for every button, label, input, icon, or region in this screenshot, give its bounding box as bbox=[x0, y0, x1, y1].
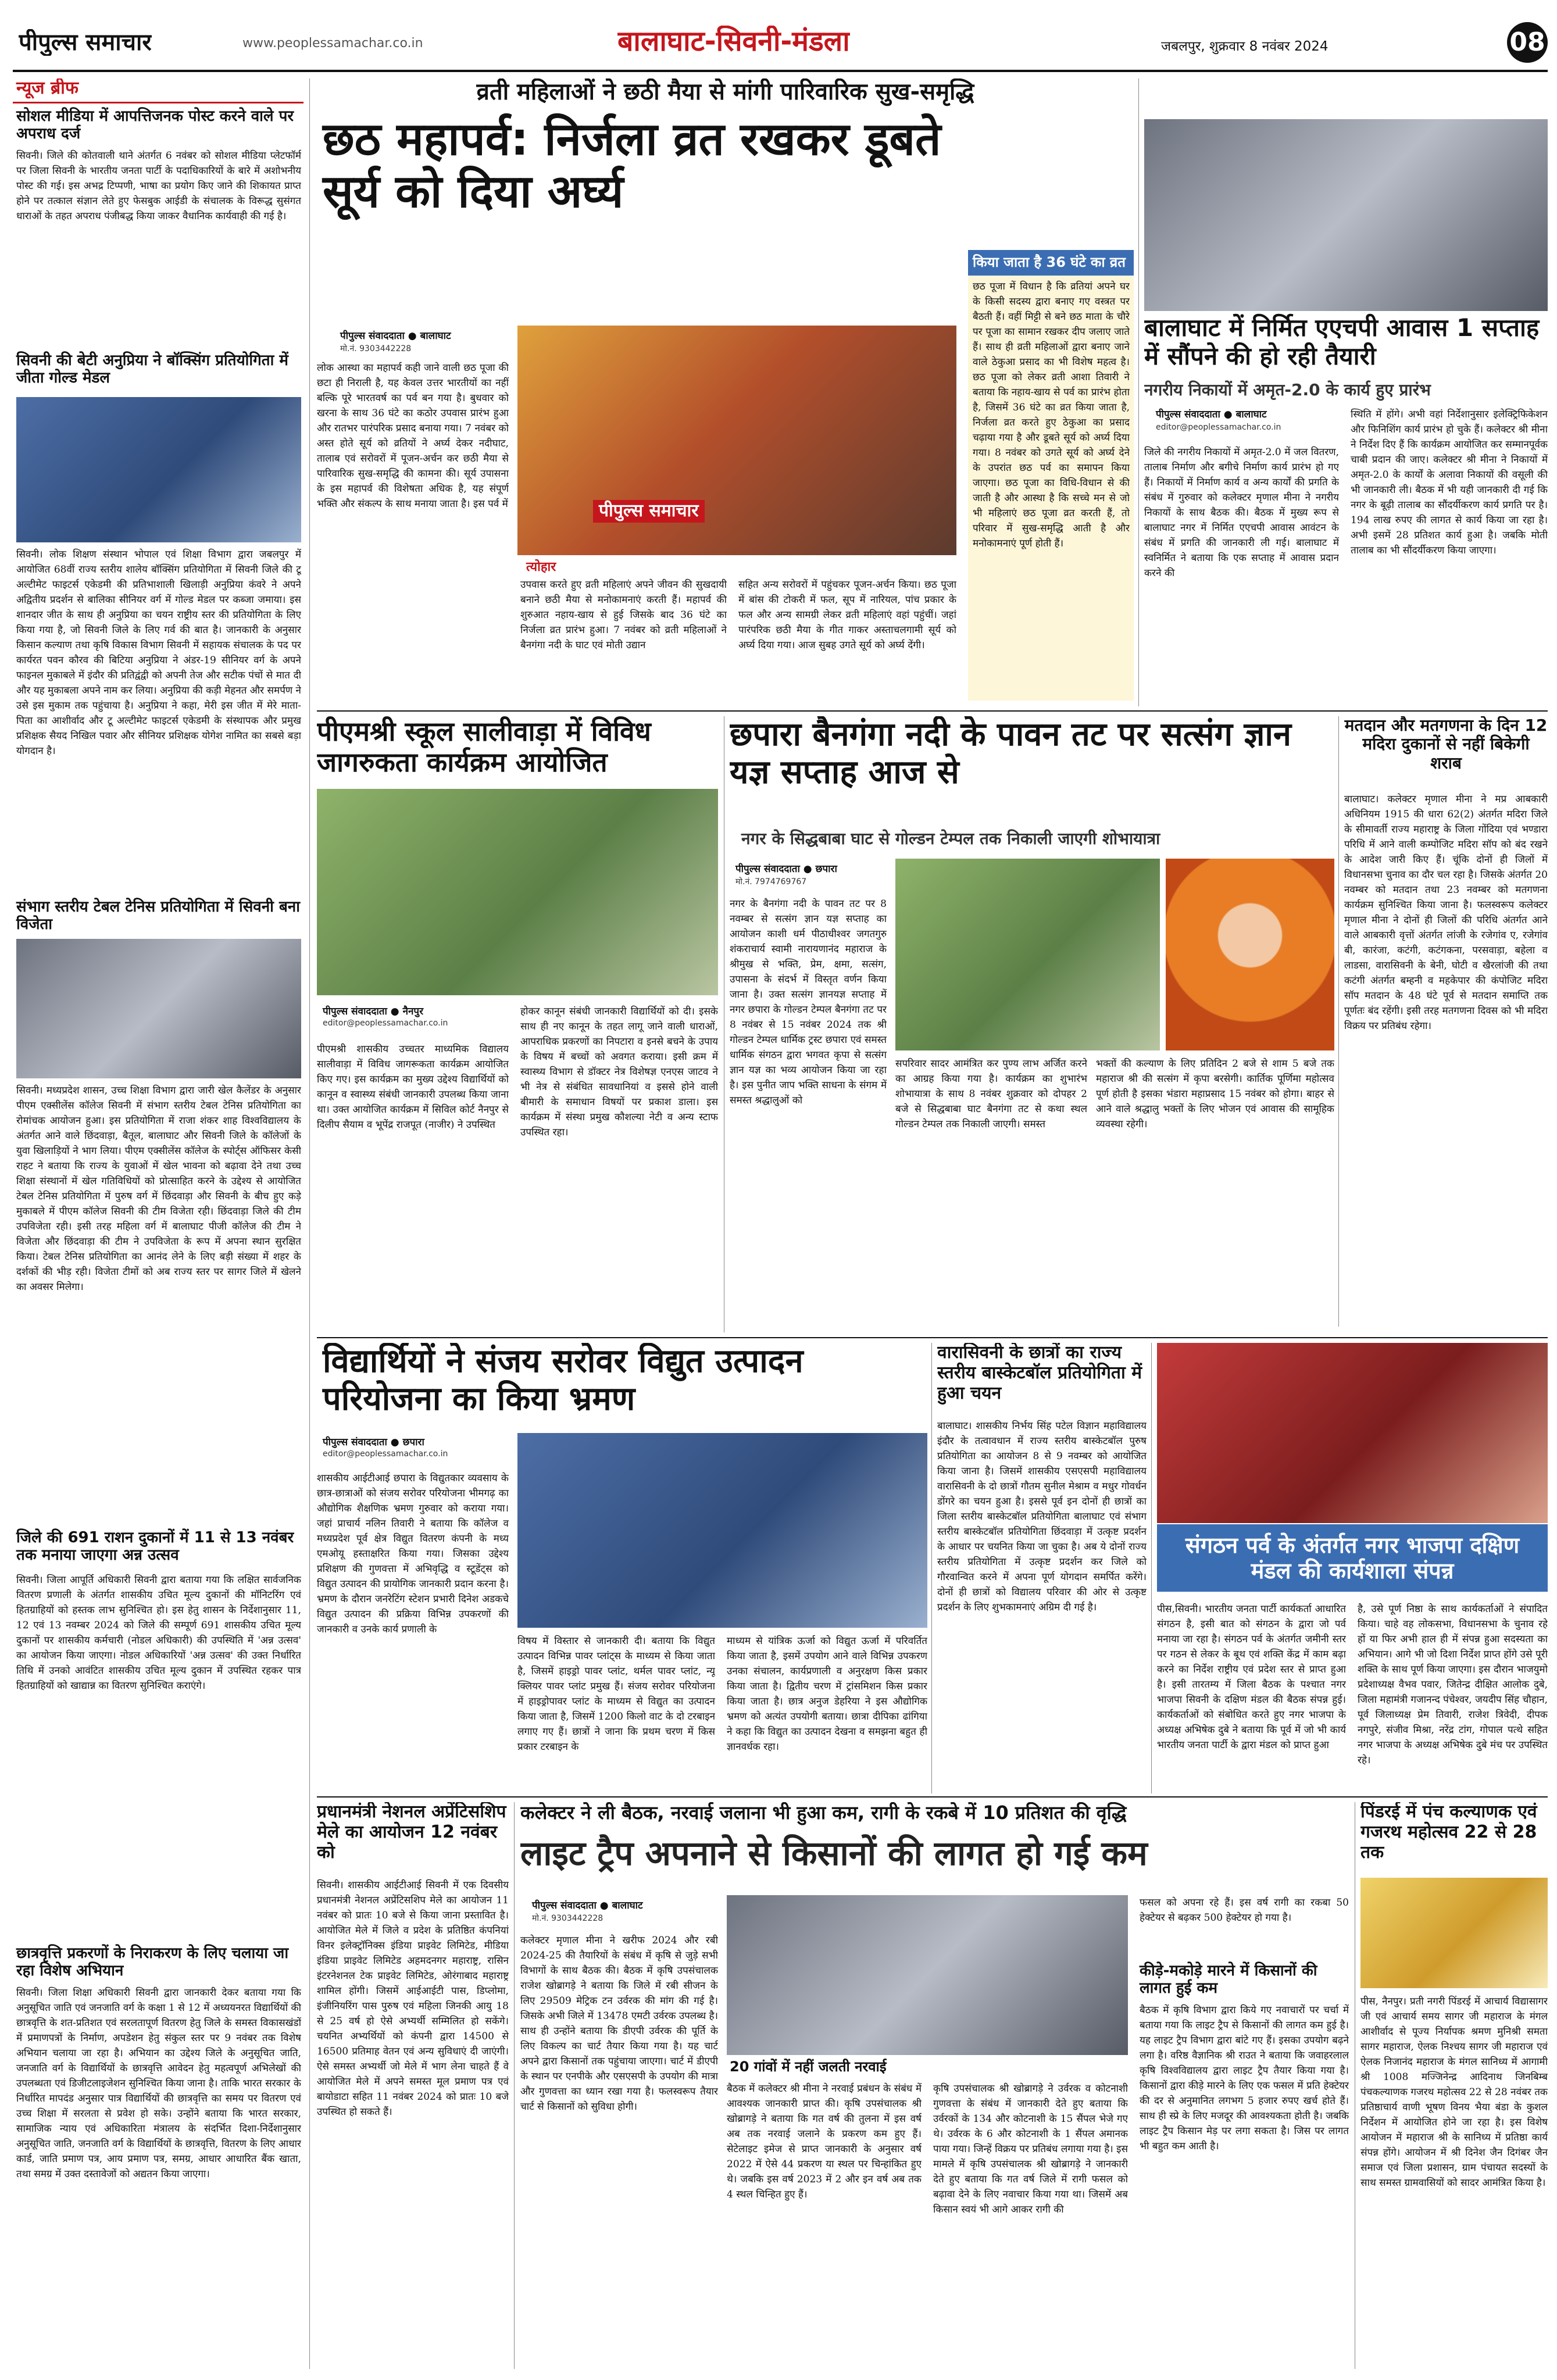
col-divider-2 bbox=[1138, 78, 1139, 706]
brief-5-title: छात्रवृत्ति प्रकरणों के निराकरण के लिए चलाया जा रहा विशेष अभियान bbox=[16, 1945, 289, 1980]
sidebar-body: छठ पूजा में विधान है कि व्रतियां अपने घर के किसी सदस्य द्वारा बनाए गए वस्त्रत पर बैठती हैं। वहीं मिट्टी से बने छठ माता के चौरे पर पूजा का सामान रखकर दीप जलाए जाते हैं। साथ ही व्रती महिलाओं द्वारा बनाए जाने वाले ठेकुआ प्रसाद का भी विशेष महत्व है। छठ पूजा को लेकर व्रती आशा तिवारी ने बताया कि नहाय-खाय से पर्व का प्रारंभ होता है, जिसमें 36 घंटे का व्रत किया जाता है, निर्जला व्रत करते हुए ठेकुआ का प्रसाद चढ़ाया गया है और डूबते सूर्य को अर्घ्य दिया गया। 8 नवंबर को उगते सूर्य को अर्घ्य देने के उपरांत छठ पर्व का समापन किया जाएगा। छठ पूजा का विधि-विधान से की जाती है और आस्था है कि सच्चे मन से जो भी महिलाएं छठ पूजा व्रत करती हैं, तो परिवार में सुख-समृद्धि आती है और मनोकामनाएं पूर्ण होती हैं। bbox=[973, 281, 1130, 549]
pm-byline: पीपुल्स संवाददाता ● बालाघाट bbox=[1156, 409, 1267, 420]
chhath-sidebar bbox=[968, 250, 1134, 701]
festival-tag: त्योहार bbox=[526, 560, 556, 574]
chhath-kicker: व्रती महिलाओं ने छठी मैया से मांगी पारिवारिक सुख-समृद्धि bbox=[476, 78, 974, 105]
matdan-body: बालाघाट। कलेक्टर मृणाल मीना ने मप्र आबकारी अधिनियम 1915 की धारा 62(2) अंतर्गत मदिरा जिले के सीमावर्ती राज्य महाराष्ट्र के जिला गोंदिया एवं भण्डारा परिधि में आने वाली कम्पोजिट मदिरा सॉप को बंद रखने के आदेश जारी किए हैं। चूंकि दोनों ही जिलों में विधानसभा चुनाव का दौर चल रहा है। जिसके अंतर्गत 20 नवम्बर को मतदान तथा 23 नवम्बर को मतगणना कार्यक्रम सुनिश्चित किया जाना है। फलस्वरूप कलेक्टर मृणाल मीना ने दोनों ही जिलों की परिधि अंतर्गत आने वाले आबकारी वृत्तों अंतर्गत लांजी के रजेगांव ए, रजेगांव बी, कारंजा, कटंगी, कटंगकना, परसवाड़ा, बहेला व लाडसा, वारासिवनी के बेनी, घोटी व खैरलांजी की तथा कटंगी अंतर्गत बम्हनी व महकेपार की कंपोजिट मदिरा सॉप मतदान के 48 घंटे पूर्व से मतदान समाप्ति तक पूर्णतः बंद रहेंगी। इसी तरह मतगणना दिवस को भी मदिरा विक्रय पर प्रतिबंध रहेगा। bbox=[1344, 794, 1548, 1032]
light-col-1: कलेक्टर मृणाल मीना ने खरीफ 2024 और रबी 2024-25 की तैयारियों के संबंध में कृषि से जुड़े सभी विभागों के साथ बैठक की। बैठक में कृषि उपसंचालक राजेश खोब्रागड़े ने बताया कि जिले में रबी सीजन के लिए 29509 मेट्रिक टन उर्वरक की मांग की गई है। जिसके अभी जिले में 13478 एमटी उर्वरक उपलब्ध है। साथ ही उन्होंने बताया कि डीएपी उर्वरक की पूर्ति के लिए विकल्प का चार्ट तैयार किया गया है। यह चार्ट अपने द्वारा किसानों तक पहुंचाया जाएगा। चार्ट में डीएपी के स्थान पर एनपीके और एसएसपी के उपयोग की मात्रा और गुणवत्ता का ध्यान रखा गया है। फलस्वरूप तैयार चार्ट से किसानों को सुविधा होगी। bbox=[520, 1935, 718, 2113]
light-photo-caption: 20 गांवों में नहीं जलती नरवाई bbox=[730, 2059, 887, 2075]
workshop-photo bbox=[1157, 1343, 1548, 1523]
brief-1-body: सिवनी। जिले की कोतवाली थाने अंतर्गत 6 नवंबर को सोशल मीडिया प्लेटफॉर्म पर जिला सिवनी के भारतीय जनता पार्टी के पदाधिकारियों के बारे में अशोभनीय पोस्ट की गई। इस अभद्र टिप्पणी, भाषा का प्रयोग किए जाने की शिकायत प्राप्त होने पर तत्काल संज्ञान लेते हुए फेसबुक आईडी के संचालक के विरूद्ध सुसंगत धाराओं के तहत अपराध पंजीबद्ध किया जाकर वैधानिक कार्यवाही की गई है। bbox=[16, 150, 301, 222]
vidyarthi-story bbox=[317, 1343, 927, 1793]
news-brief-column bbox=[13, 78, 303, 2369]
chhapara-mobile: मो.नं. 7974769767 bbox=[735, 877, 807, 887]
chhath-col-1: लोक आस्था का महापर्व कही जाने वाली छठ पूजा की छटा ही निराली है, यह केवल उत्तर भारतीयों का नहीं बल्कि पूरे भारतवर्ष का पर्व बन गया है। बुधवार को खरना के साथ 36 घंटे का कठोर उपवास प्रारंभ हुआ और रातभर पारंपरिक प्रसाद बनाया गया। 7 नवंबर को अस्त होते सूर्य को व्रतियों ने अर्घ्य देकर नदीघाट, तालाब एवं सरोवरों में पूजन-अर्चन कर छठी मैया से पारिवारिक सुख-समृद्धि की कामना की। सूर्य उपासना के इस महापर्व की विशेषता अधिक है, यह संपूर्ण भक्ति और संकल्प के साथ मनाया जाता है। इस पर्व में bbox=[317, 362, 509, 510]
school-photo bbox=[317, 789, 718, 995]
col-divider-4 bbox=[1338, 716, 1339, 1327]
brief-rule bbox=[13, 102, 303, 103]
page-number: 08 bbox=[1507, 22, 1548, 63]
pmshri-byline: पीपुल्स संवाददाता ● नैनपुर bbox=[323, 1006, 424, 1017]
chhapara-byline: पीपुल्स संवाददाता ● छपारा bbox=[735, 863, 837, 875]
bjp-col-2: है, उसे पूर्ण निष्ठा के साथ कार्यकर्ताओं ने संपादित किया। चाहे वह लोकसभा, विधानसभा के चुनाव रहे हों या फिर अभी हाल ही में संपन्न हुआ सदस्यता का अभियान। आगे भी जो दिशा निर्देश प्राप्त होंगे उसे पूरी शक्ति के साथ पूर्ण किया जाएगा। इस दौरान भाजयुमो प्रदेशाध्यक्ष वैभव पवार, जितेन्द्र दीक्षित आलोक दुबे, जिला महामंत्री गजानन्द पंचेश्वर, जयदीप सिंह चौहान, पूर्व जिलाध्यक्ष प्रेम तिवारी, राजेश त्रिवेदी, दीपक नगपुरे, संजीव मिश्रा, नरेंद्र टांग, गोपाल पत्थे सहित नगर भाजपा के अध्यक्ष अभिषेक दुबे मंच पर उपस्थित रहे। bbox=[1358, 1603, 1548, 1766]
brand-logo: पीपुल्स समाचार bbox=[19, 29, 152, 56]
light-headline: लाइट ट्रैप अपनाने से किसानों की लागत हो गई कम bbox=[520, 1834, 1148, 1873]
plant-photo bbox=[517, 1433, 927, 1628]
masthead bbox=[13, 16, 1548, 69]
brief-3-title: संभाग स्तरीय टेबल टेनिस प्रतियोगिता में सिवनी बना विजेता bbox=[16, 898, 300, 934]
meeting-photo bbox=[1144, 119, 1548, 311]
vidyarthi-col-1: शासकीय आईटीआई छपारा के विद्युतकार व्यवसाय के छात्र-छात्राओं को संजय सरोवर परियोजना भीमगढ़ का औद्योगिक शैक्षणिक भ्रमण गुरुवार को कराया गया। जहां प्राचार्य नलिन तिवारी ने बताया कि कॉलेज व मध्यप्रदेश पूर्व क्षेत्र विद्युत वितरण कंपनी के मध्य एमओयू हस्ताक्षरित किया गया। जिसका उद्देश्य प्रशिक्षण की गुणवत्ता में अभिवृद्धि व स्टूडेंट्स को विद्युत उत्पादन की प्रायोगिक जानकारी प्रदान करना है। भ्रमण के दौरान जनरेटिंग स्टेशन प्रभारी दिनेश अडकचे विद्युत उत्पादन की प्रक्रिया विभिन्न उपकरणों की जानकारी व उनके कार्य प्रणाली के bbox=[317, 1473, 509, 1635]
brief-5-body: सिवनी। जिला शिक्षा अधिकारी सिवनी द्वारा जानकारी देकर बताया गया कि अनुसूचित जाति एवं जनजाति वर्ग के कक्षा 1 से 12 में अध्ययनरत विद्यार्थियों की छात्रवृत्ति के शत-प्रतिशत एवं सरलतापूर्ण वितरण हेतु जिले के समस्त विकासखंडों में प्रमाणपत्रों के निर्माण, अपडेशन हेतु संकुल स्तर पर 9 नवंबर तक विशेष अभियान चलाया जा रहा है। अभियान का उद्देश्य जिले के अनुसूचित जाति, जनजाति वर्ग के विद्यार्थियों के छात्रवृत्ति आवेदन हेतु महत्वपूर्ण अभिलेखों की उपलब्धता एवं डिजीटलाइजेशन सुनिश्चित किया जाना है। ताकि भारत सरकार के निर्धारित मापदंड अनुसार पात्र विद्यार्थियों की छात्रवृत्ति का समय पर वितरण एवं उच्च शिक्षा में सरलता से प्रवेश हो सके। उन्होंने बताया कि भारत सरकार, सामाजिक न्याय एवं अधिकारिता मंत्रालय के संदर्भित दिशा-निर्देशानुसार अनुसूचित जाति, जनजाति वर्ग के विद्यार्थियों के छात्रवृत्ति, वितरण के लिए आधार कार्ड, जाति प्रमाण पत्र, आय प्रमाण पत्र, समग्र, आधार आधारित बैंक खाता, तथा समग्र में उक्त दस्तावेजों को अद्यतन किया जाएगा। bbox=[16, 1987, 301, 2180]
website: www.peoplessamachar.co.in bbox=[242, 36, 423, 51]
col-divider-1 bbox=[309, 78, 310, 2369]
light-col-4: फसल को अपना रहे हैं। इस वर्ष रागी का रकबा 50 हेक्टेयर से बढ़कर 500 हेक्टेयर हो गया है। bbox=[1140, 1897, 1349, 1924]
bjp-headline: संगठन पर्व के अंतर्गत नगर भाजपा दक्षिण मंडल की कार्यशाला संपन्न bbox=[1157, 1524, 1548, 1592]
col-divider-5 bbox=[931, 1343, 932, 1793]
pm-email: editor@peoplessamachar.co.in bbox=[1156, 423, 1281, 432]
light-kicker: कलेक्टर ने ली बैठक, नरवाई जलाना भी हुआ कम, रागी के रकबे में 10 प्रतिशत की वृद्धि bbox=[520, 1802, 1127, 1824]
vidyarthi-col-2: विषय में विस्तार से जानकारी दी। बताया कि विद्युत उत्पादन विभिन्न पावर प्लांट्स के माध्यम से किया जाता है, जिसमें हाइड्रो पावर प्लांट, थर्मल पावर प्लांट, न्यू क्लियर पावर प्लांट प्रमुख हैं। संजय सरोवर परियोजना में हाइड्रोपावर प्लांट के माध्यम से विद्युत का उत्पादन किया जाता है, जिसमें 1200 किलो वाट के दो टरबाइन लगाए गए हैं। छात्रों ने जाना कि प्रथम चरण में किस प्रकार टरबाइन के bbox=[517, 1635, 715, 1753]
chhapara-col-1: नगर के बैनगंगा नदी के पावन तट पर 8 नवम्बर से सत्संग ज्ञान यज्ञ सप्ताह का आयोजन काशी धर्म पीठाधीश्वर जगतगुरु शंकराचार्य स्वामी नारायणानंद महाराज के श्रीमुख से भक्ति, प्रेम, क्षमा, सत्संग, उपासना के संदर्भ में विस्तृत वर्णन किया जाना है। उक्त सत्संग ज्ञानयज्ञ सप्ताह में नगर छपारा के गोल्डन टेम्पल बैनगंगा तट पर 8 नवंबर से 15 नवंबर 2024 तक श्री गोल्डन टेम्पल धार्मिक ट्रस्ट छपारा एवं समस्त धार्मिक संगठन द्वारा भगवत कृपा से सत्संग ज्ञान यज्ञ का भव्य आयोजन किया जा रहा है। इस पुनीत जाप भक्ति साधना के संगम में समस्त श्रद्धालुओं को bbox=[730, 898, 887, 1106]
pm-headline: बालाघाट में निर्मित एएचपी आवास 1 सप्ताह में सौंपने की हो रही तैयारी bbox=[1144, 313, 1540, 370]
row-rule-3 bbox=[317, 1796, 1548, 1797]
brief-3-body: सिवनी। मध्यप्रदेश शासन, उच्च शिक्षा विभाग द्वारा जारी खेल कैलेंडर के अनुसार पीएम एक्सीलेंस कॉलेज सिवनी में संभाग स्तरीय टेबल टेनिस प्रतियोगिता का रोमांचक आयोजन हुआ। इस प्रतियोगिता में राजा शंकर शाह विश्वविद्यालय के अंतर्गत आने वाले छिंदवाड़ा, बैतूल, बालाघाट और सिवनी जिले के कॉलेजों के युवा खिलाड़ियों ने भाग लिया। पीएम एक्सीलेंस कॉलेज के स्पोर्ट्स ऑफिसर केसी राहट ने बताया कि राज्य के युवाओं में खेल भावना को बढ़ावा देने तथा उच्च शिक्षा संस्थानों में खेल गतिविधियों को प्रोत्साहित करने के उद्देश्य से आयोजित टेबल टेनिस प्रतियोगिता में पुरुष वर्ग में छिंदवाड़ा और सिवनी के बीच हुए कड़े मुकाबले में पीएम कॉलेज सिवनी की टीम विजेता रही। छिंदवाड़ा जिले की टीम उपविजेता रही। इसी तरह महिला वर्ग में बालाघाट पीजी कॉलेज की टीम ने विजेता और छिंदवाड़ा की टीम ने उपविजेता के रूप में अपना स्थान सुरक्षित किया। टेबल टेनिस प्रतियोगिता का आनंद लेने के लिए बड़ी संख्या में शहर के दर्शकों की भीड़ रही। विजेता टीमों को अब राज्य स्तर पर सागर जिले में खेलने का अवसर मिलेगा। bbox=[16, 1085, 301, 1293]
row-rule-2 bbox=[317, 1337, 1548, 1338]
news-brief-label: न्यूज ब्रीफ bbox=[16, 78, 78, 98]
matdan-headline: मतदान और मतगणना के दिन 12 मदिरा दुकानों से नहीं बिकेगी शराब bbox=[1344, 716, 1548, 773]
col-divider-6 bbox=[1151, 1343, 1152, 1793]
chhath-photo bbox=[517, 326, 956, 555]
pindrai-body: पीस, नैनपुर। प्रती नगरी पिंडरई में आचार्य विद्यासागर जी एवं आचार्य समय सागर जी महाराज के मंगल आशीर्वाद से पूज्य निर्यापक श्रमण मुनिश्री समता सागर महाराज, ऐलक निश्चय सागर जी महाराज एवं ऐलक निजानंद महाराज के मंगल सानिध्य में आगामी श्री 1008 मज्जिनेन्द्र आदिनाथ जिनबिम्ब पंचकल्याणक गजरथ महोत्सव 22 से 28 नवंबर तक प्रतिष्ठाचार्य वाणी भूषण विनय भैया बंडा के कुशल निर्देशन में आयोजित होने जा रहा है। इस विशेष आयोजन में महाराज श्री के सानिध्य में प्रतिष्ठा कार्य संपन्न होंगे। आयोजन में श्री दिनेश जैन दिगंबर जैन समाज एवं जिला प्रशासन, ग्राम पंचायत सदस्यों के साथ समस्त ग्रामवासियों को सादर आमंत्रित किया है। bbox=[1360, 1996, 1548, 2189]
bjp-col-1: पीस,सिवनी। भारतीय जनता पार्टी कार्यकर्ता आधारित संगठन है, इसी बात को संगठन के द्वारा जो पर्व मनाया जा रहा है। संगठन पर्व के अंतर्गत जमीनी स्तर पर गठन से लेकर के बूथ एवं शक्ति केंद्र में काम बढ़ा करने का निर्देश राष्ट्रीय एवं प्रदेश स्तर से प्राप्त हुआ है। इसी तारतम्य में जिला बैठक के पश्चात नगर भाजपा सिवनी के दक्षिण मंडल की बैठक संपन्न हुई। कार्यकर्ताओं को संबोधित करते हुए नगर भाजपा के अध्यक्ष अभिषेक दुबे ने बताया कि पूर्व में जो भी कार्य भारतीय जनता पार्टी के द्वारा मंडल को प्राप्त हुआ bbox=[1157, 1603, 1346, 1751]
chhath-story bbox=[317, 78, 1134, 709]
brief-1-title: सोशल मीडिया में आपत्तिजनक पोस्ट करने वाले पर अपराध दर्ज bbox=[16, 108, 294, 143]
chhath-col-2: उपवास करते हुए व्रती महिलाएं अपने जीवन की सुखदायी बनाने छठी मैया से मनोकामनाएं करती हैं। महापर्व की शुरुआत नहाय-खाय से हुई जिसके बाद 36 घंटे का निर्जला व्रत प्रारंभ हुआ। 7 नवंबर को व्रती महिलाओं ने बैनगंगा नदी के घाट एवं मोती उद्यान bbox=[520, 579, 727, 651]
chhapara-story bbox=[730, 716, 1334, 1332]
light-col-2: बैठक में कलेक्टर श्री मीना ने नरवाई प्रबंधन के संबंध में आवश्यक जानकारी प्राप्त की। कृषि उपसंचालक श्री खोब्रागड़े ने बताया कि गत वर्ष की तुलना में इस वर्ष अब तक नरवाई जलाने के प्रकरण कम हुए हैं। सेटेलाइट इमेज से प्राप्त जानकारी के अनुसार वर्ष 2022 में ऐसे 44 प्रकरण या स्थल पर चिन्हांकित हुए थे। जबकि इस वर्ष 2023 में 2 और इन वर्ष अब तक 4 स्थल चिन्हित हुए हैं। bbox=[727, 2083, 922, 2200]
brief-2-body: सिवनी। लोक शिक्षण संस्थान भोपाल एवं शिक्षा विभाग द्वारा जबलपुर में आयोजित 68वीं राज्य स्तरीय शालेय बॉक्सिंग प्रतियोगिता में सिवनी जिले की टू अल्टीमेट फाइटर्स एकेडमी की प्रतिभाशाली खिलाड़ी अनुप्रिया कंवरे ने अपने अद्वितीय प्रदर्शन से बालिका सीनियर वर्ग में गोल्ड मेडल पर कब्जा जमाया। इस शानदार जीत के साथ ही अनुप्रिया का चयन राष्ट्रीय स्तर की प्रतियोगिता के लिए किया गया है, जो सिवनी जिले के लिए गर्व की बात है। जानकारी के अनुसार किसान कल्याण तथा कृषि विकास विभाग सिवनी में सहायक संचालक के पद पर कार्यरत पवन कौरव की बिटिया अनुप्रिया ने अंडर-19 सीनियर वर्ग के अपने फाइनल मुकाबले में इंदौर की प्रतिद्वंद्वी को अपनी तेज और सटीक पंचों से मात दी और यह मुकाबला अपने नाम कर लिया। अनुप्रिया की कड़ी मेहनत और समर्पण ने उसे इस मुकाम तक पहुंचाया है। अनुप्रिया ने कहा, मेरी इस जीत में मेरे माता-पिता का आशीर्वाद और टू अल्टीमेट फाइटर्स एकेडमी के संस्थापक और प्रमुख प्रशिक्षक सैयद निखिल पवार और सीनियर प्रशिक्षक योगेश नामित का सबसे बड़ा योगदान है। bbox=[16, 549, 301, 757]
apprentice-story bbox=[317, 1802, 509, 2369]
pmshri-col-2: होकर कानून संबंधी जानकारी विद्यार्थियों को दी। इसके साथ ही नए कानून के तहत लागू जाने वाली धाराओं, आपराधिक प्रकरणों का निपटारा व इनसे बचने के उपाय के विषय में बच्चों को अवगत कराया। इसी क्रम में स्वास्थ्य विभाग से डॉक्टर नेत्र विशेषज्ञ एनएस जाटव ने भी नेत्र से संबंधित सावधानियां व इससे होने वाली बीमारी के समाधान विषयों पर प्रकाश डाला। इस कार्यक्रम में संस्था प्रमुख कौशल्या नेटी व अन्य स्टाफ उपस्थित रहा। bbox=[520, 1006, 718, 1138]
row-rule-1 bbox=[317, 710, 1548, 712]
pmshri-col-1: पीएमश्री शासकीय उच्चतर माध्यमिक विद्यालय सालीवाड़ा में विविध जागरूकता कार्यक्रम आयोजित किए गए। इस कार्यक्रम का मुख्य उद्देश्य विद्यार्थियों को कानून व स्वास्थ्य संबंधी जानकारी उपलब्ध किया जाना था। उक्त आयोजित कार्यक्रम में सिविल कोर्ट नैनपुर से दिलीप सैयाम व भूपेंद्र राजपूत (नाजीर) ने उपस्थित bbox=[317, 1044, 509, 1131]
pmshri-headline: पीएमश्री स्कूल सालीवाड़ा में विविध जागरुकता कार्यक्रम आयोजित bbox=[317, 716, 651, 778]
chhath-col-3: सहित अन्य सरोवरों में पहुंचकर पूजन-अर्चन किया। छठ पूजा में बांस की टोकरी में फल, सूप में नारियल, पांच प्रकार के फल और अन्य सामग्री लेकर व्रती महिलाएं वहां पहुंचीं। जहां पारंपरिक छठी मैया के गीत गाकर अस्ताचलगामी सूर्य को अर्घ्य दिया गया। आज सुबह उगते सूर्य को अर्घ्य देंगी। bbox=[738, 579, 956, 651]
vidyarthi-email: editor@peoplessamachar.co.in bbox=[323, 1449, 448, 1459]
brief-2-title: सिवनी की बेटी अनुप्रिया ने बॉक्सिंग प्रतियोगिता में जीता गोल्ड मेडल bbox=[16, 352, 288, 387]
basketball-headline: वारासिवनी के छात्रों का राज्य स्तरीय बास्केटबॉल प्रतियोगिता में हुआ चयन bbox=[937, 1343, 1142, 1403]
pindrai-headline: पिंडरई में पंच कल्याणक एवं गजरथ महोत्सव 22 से 28 तक bbox=[1360, 1802, 1537, 1863]
light-byline: पीपुल्स संवाददाता ● बालाघाट bbox=[532, 1900, 643, 1911]
light-subhead: कीड़े-मकोड़े मारने में किसानों की लागत हुई कम bbox=[1140, 1962, 1317, 1997]
pm-col-1: जिले की नगरीय निकायों में अमृत-2.0 में जल वितरण, तालाब निर्माण और बगीचे निर्माण कार्य प्रारंभ हो गए हैं। निकायों में निर्माण कार्य व अन्य कार्यों की प्रगति के संबंध में गुरुवार को कलेक्टर मृणाल मीना ने नगरीय निकायों के साथ बैठक की। बैठक में मुख्य रूप से बालाघाट नगर में निर्मित एएचपी आवास आवंटन के संबंध में प्रगति की जानकारी ली गई। बालाघाट में स्वनिर्मित ने बताया कि एक सप्ताह में आवास प्रदान करने की bbox=[1144, 446, 1339, 579]
pm-awas-story bbox=[1144, 78, 1548, 701]
light-col-4b: बैठक में कृषि विभाग द्वारा किये गए नवाचारों पर चर्चा में बताया गया कि लाइट ट्रैप से किसानों की लागत कम हुई है। यह लाइट ट्रैप विभाग द्वारा बांटे गए हैं। इसका उपयोग बढ़ने लगा है। वरिष्ठ वैज्ञानिक श्री राउत ने बताया कि जवाहरलाल कृषि विश्वविद्यालय द्वारा लाइट ट्रैप तैयार किया गया है। किसानों द्वारा कीड़े मारने के लिए एक फसल में प्रति हेक्टेयर की दर से अनुमानित लगभग 5 हजार रुपए खर्च होते हैं। साथ ही स्प्रे के लिए मजदूर की आवश्यकता होती है। जबकि लाइट ट्रैप किसान मेड़ पर लगा सकता है। जिस पर लागत भी बहुत कम आती है। bbox=[1140, 2004, 1349, 2152]
vidyarthi-headline: विद्यार्थियों ने संजय सरोवर विद्युत उत्पादन परियोजना का किया भ्रमण bbox=[323, 1343, 804, 1418]
col-divider-7 bbox=[514, 1802, 515, 2369]
dateline: जबलपुर, शुक्रवार 8 नवंबर 2024 bbox=[1161, 39, 1329, 54]
chhapara-col-3: भक्तों की कल्याण के लिए प्रतिदिन 2 बजे से शाम 5 बजे तक महाराज श्री की सत्संग में कृपा बरसेगी। कार्तिक पूर्णिमा महोत्सव पूर्ण होती है इसका भंडारा महाप्रसाद 15 नवंबर को होगा। बाहर से आने वाले श्रद्धालु भक्तों के लिए भोजन एवं आवास की सामूहिक व्यवस्था रहेगी। bbox=[1096, 1058, 1334, 1130]
meeting-hall-photo bbox=[727, 1895, 1128, 2055]
chhapara-col-2: सपरिवार सादर आमंत्रित कर पुण्य लाभ अर्जित करने का आग्रह किया गया है। कार्यक्रम का शुभारंभ शोभायात्रा के साथ 8 नवंबर शुक्रवार को दोपहर 2 बजे से सिद्धबाबा घाट बैनगंगा तट से कथा स्थल गोल्डन टेम्पल तक निकाली जाएगी। समस्त bbox=[895, 1058, 1087, 1130]
brief-4-body: सिवनी। जिला आपूर्ति अधिकारी सिवनी द्वारा बताया गया कि लक्षित सार्वजनिक वितरण प्रणाली के अंतर्गत शासकीय उचित मूल्य दुकानों की मॉनिटरिंग एवं हितग्राहियों को हस्तक लाभ सुनिश्चित हो। इस हेतु शासन के निर्देशानुसार 11, 12 एवं 13 नवम्बर 2024 को जिले की सम्पूर्ण 691 शासकीय उचित मूल्य दुकानों पर शासकीय कर्मचारी (नोडल अधिकारी) की उपस्थिति में 'अन्न उत्सव' का आयोजन किया जाएगा। नोडल अधिकारियों 'अन्न उत्सव' की उक्त निर्धारित तिथि में उनको आवंटित शासकीय उचित मूल्य दुकान में उपस्थित रहकर पात्र हितग्राहियों को खाद्यान्न का वितरण सुनिश्चित कराएंगे। bbox=[16, 1574, 301, 1692]
photo-watermark: पीपुल्स समाचार bbox=[593, 500, 705, 523]
pmshri-email: editor@peoplessamachar.co.in bbox=[323, 1019, 448, 1028]
sidebar-title: किया जाता है 36 घंटे का व्रत bbox=[968, 250, 1134, 276]
pm-col-2: स्थिति में होंगे। अभी वहां निर्देशानुसार इलेक्ट्रिफिकेशन और फिनिशिंग कार्य प्रारंभ हो चुके हैं। कलेक्टर श्री मीना ने निर्देश दिए हैं कि कार्यक्रम आयोजित कर सम्मानपूर्वक चाबी प्रदान की जाए। कलेक्टर श्री मीना ने निकायों में अमृत-2.0 के कार्यों के अलावा निकायों की वसूली की भी जानकारी ली। बैठक में भी यही जानकारी दी गई कि नगर के बूढ़ी तालाब का सौंदर्यीकरण कार्य प्रगति पर है। 194 लाख रुपए की लागत से कार्य किया जा रहा है। अभी इसमें 28 प्रतिशत कार्य हुआ है। जबकि मोती तालाब का भी सौंदर्यीकरण किया जाएगा। bbox=[1351, 409, 1548, 556]
pm-subhead: नगरीय निकायों में अमृत-2.0 के कार्य हुए प्रारंभ bbox=[1144, 380, 1431, 399]
pmshri-story bbox=[317, 716, 718, 1350]
ghat-photo bbox=[895, 859, 1160, 1050]
masthead-rule bbox=[13, 70, 1548, 72]
chhath-mobile: मो.नं. 9303442228 bbox=[340, 344, 412, 353]
table-tennis-photo bbox=[16, 939, 301, 1078]
chhath-byline: पीपुल्स संवाददाता ● बालाघाट bbox=[340, 330, 451, 342]
basketball-body: बालाघाट। शासकीय निर्भय सिंह पटेल विज्ञान महाविद्यालय इंदौर के तत्वावधान में राज्य स्तरीय बास्केटबॉल पुरुष प्रतियोगिता का आयोजन 8 से 9 नवम्बर को आयोजित किया जाना है। जिसमें शासकीय एसएसपी महाविद्यालय वारासिवनी के दो छात्रों गौतम सुनील मेश्राम व मधुर गोवर्धन डोंगरे का चयन हुआ है। इससे पूर्व इन दोनों ही छात्रों का जिला स्तरीय बास्केटबॉल प्रतियोगिता बालाघाट एवं संभाग स्तरीय बास्केटबॉल प्रतियोगिता छिंदवाड़ा में उत्कृष्ट प्रदर्शन के आधार पर चयनित किया जा चुका है। अब ये दोनों राज्य स्तरीय प्रतियोगिता में उत्कृष्ट प्रदर्शन कर जिले को गौरवान्वित करने में अपना पूर्ण योगदान समर्पित करेंगे। दोनों ही छात्रों को विद्यालय परिवार की ओर से उत्कृष्ट प्रदर्शन के लिए शुभकामनाएं अग्रिम दी गई है। bbox=[937, 1420, 1147, 1613]
chhapara-subhead: नगर के सिद्धबाबा घाट से गोल्डन टेम्पल तक निकाली जाएगी शोभायात्रा bbox=[741, 829, 1160, 848]
light-col-3: कृषि उपसंचालक श्री खोब्रागड़े ने उर्वरक व कोटनाशी गुणवत्ता के संबंध में जानकारी देते हुए बताया कि उर्वरकों के 134 और कोटनाशी के 15 सैंपल भेजे गए थे। उर्वरक के 6 और कोटनाशी के 1 सैंपल अमानक पाया गया। जिन्हें विक्रय पर प्रतिबंध लगाया गया है। इस मामले में कृषि उपसंचालक श्री खोब्रागड़े ने जानकारी देते हुए बताया कि गत वर्ष जिले में रागी फसल को बढ़ावा देने के लिए नवाचार किया गया था। जिसमें अब किसान स्वयं भी आगे आकर रागी की bbox=[933, 2083, 1128, 2215]
pindrai-story bbox=[1360, 1802, 1548, 2369]
chhapara-headline: छपारा बैनगंगा नदी के पावन तट पर सत्संग ज्ञान यज्ञ सप्ताह आज से bbox=[730, 716, 1292, 791]
chhath-headline: छठ महापर्व: निर्जला व्रत रखकर डूबते सूर्य को दिया अर्घ्य bbox=[323, 113, 941, 219]
vidyarthi-col-3: माध्यम से यांत्रिक ऊर्जा को विद्युत ऊर्जा में परिवर्तित किया जाता है, इसमें उपयोग आने वाले विभिन्न उपकरण उनका संचालन, कार्यप्रणाली व अनुरक्षण किस प्रकार किया जाता है। द्वितीय चरण में ट्रांसमिशन किस प्रकार किया जाता है। छात्र अनुज डेहरिया ने इस औद्योगिक भ्रमण को अत्यंत उपयोगी बताया। छात्रा दीपिका ढांगिया ने कहा कि विद्युत का उत्पादन देखना व समझना बहुत ही ज्ञानवर्धक रहा। bbox=[727, 1635, 927, 1753]
light-trap-story bbox=[520, 1802, 1349, 2369]
basketball-story bbox=[937, 1343, 1147, 1793]
brief-4-title: जिले की 691 राशन दुकानों में 11 से 13 नवंबर तक मनाया जाएगा अन्न उत्सव bbox=[16, 1529, 294, 1564]
matdan-story bbox=[1344, 716, 1548, 1332]
bjp-story bbox=[1157, 1343, 1548, 1793]
edition-name: बालाघाट-सिवनी-मंडला bbox=[617, 26, 850, 58]
vidyarthi-byline: पीपुल्स संवाददाता ● छपारा bbox=[323, 1436, 424, 1448]
apprentice-body: सिवनी। शासकीय आईटीआई सिवनी में एक दिवसीय प्रधानमंत्री नेशनल अप्रेंटिसशिप मेले का आयोजन 11 नवंबर को प्रातः 10 बजे से किया जाना प्रस्तावित है। आयोजित मेले में जिले व प्रदेश के प्रतिष्ठित कंपनियां विनर इलेक्ट्रॉनिक्स इंडिया प्राइवेट लिमिटेड, मीडिया इंडिया प्राइवेट लिमिटेड अहमदनगर महाराष्ट्र, रासिन इंटरनेशनल टेक प्राइवेट लिमिटेड, ओरंगाबाद महाराष्ट्र शामिल होंगी। जिसमें आईआईटी पास, डिप्लोमा, इंजीनियरिंग पास पुरुष एवं महिला जिनकी आयु 18 से 25 वर्ष हो ऐसे अभ्यर्थी सम्मिलित हो सकेंगे। चयनित अभ्यर्थियों को कंपनी द्वारा 14500 से 16500 प्रतिमाह वेतन एवं अन्य सुविधाएं दी जाएंगी। ऐसे समस्त अभ्यर्थी जो मेले में भाग लेना चाहते हैं वे आयोजित मेले में अपने समस्त मूल प्रमाण पत्र एवं बायोडाटा सहित 11 नवंबर 2024 को प्रातः 10 बजे उपस्थित हो सकते हैं। bbox=[317, 1879, 509, 2118]
acharya-photo bbox=[1360, 1878, 1548, 1988]
apprentice-headline: प्रधानमंत्री नेशनल अप्रेंटिसशिप मेले का आयोजन 12 नवंबर को bbox=[317, 1802, 506, 1863]
guru-portrait bbox=[1166, 859, 1334, 1050]
boxing-photo bbox=[16, 397, 301, 542]
light-mobile: मो.नं. 9303442228 bbox=[532, 1914, 603, 1923]
